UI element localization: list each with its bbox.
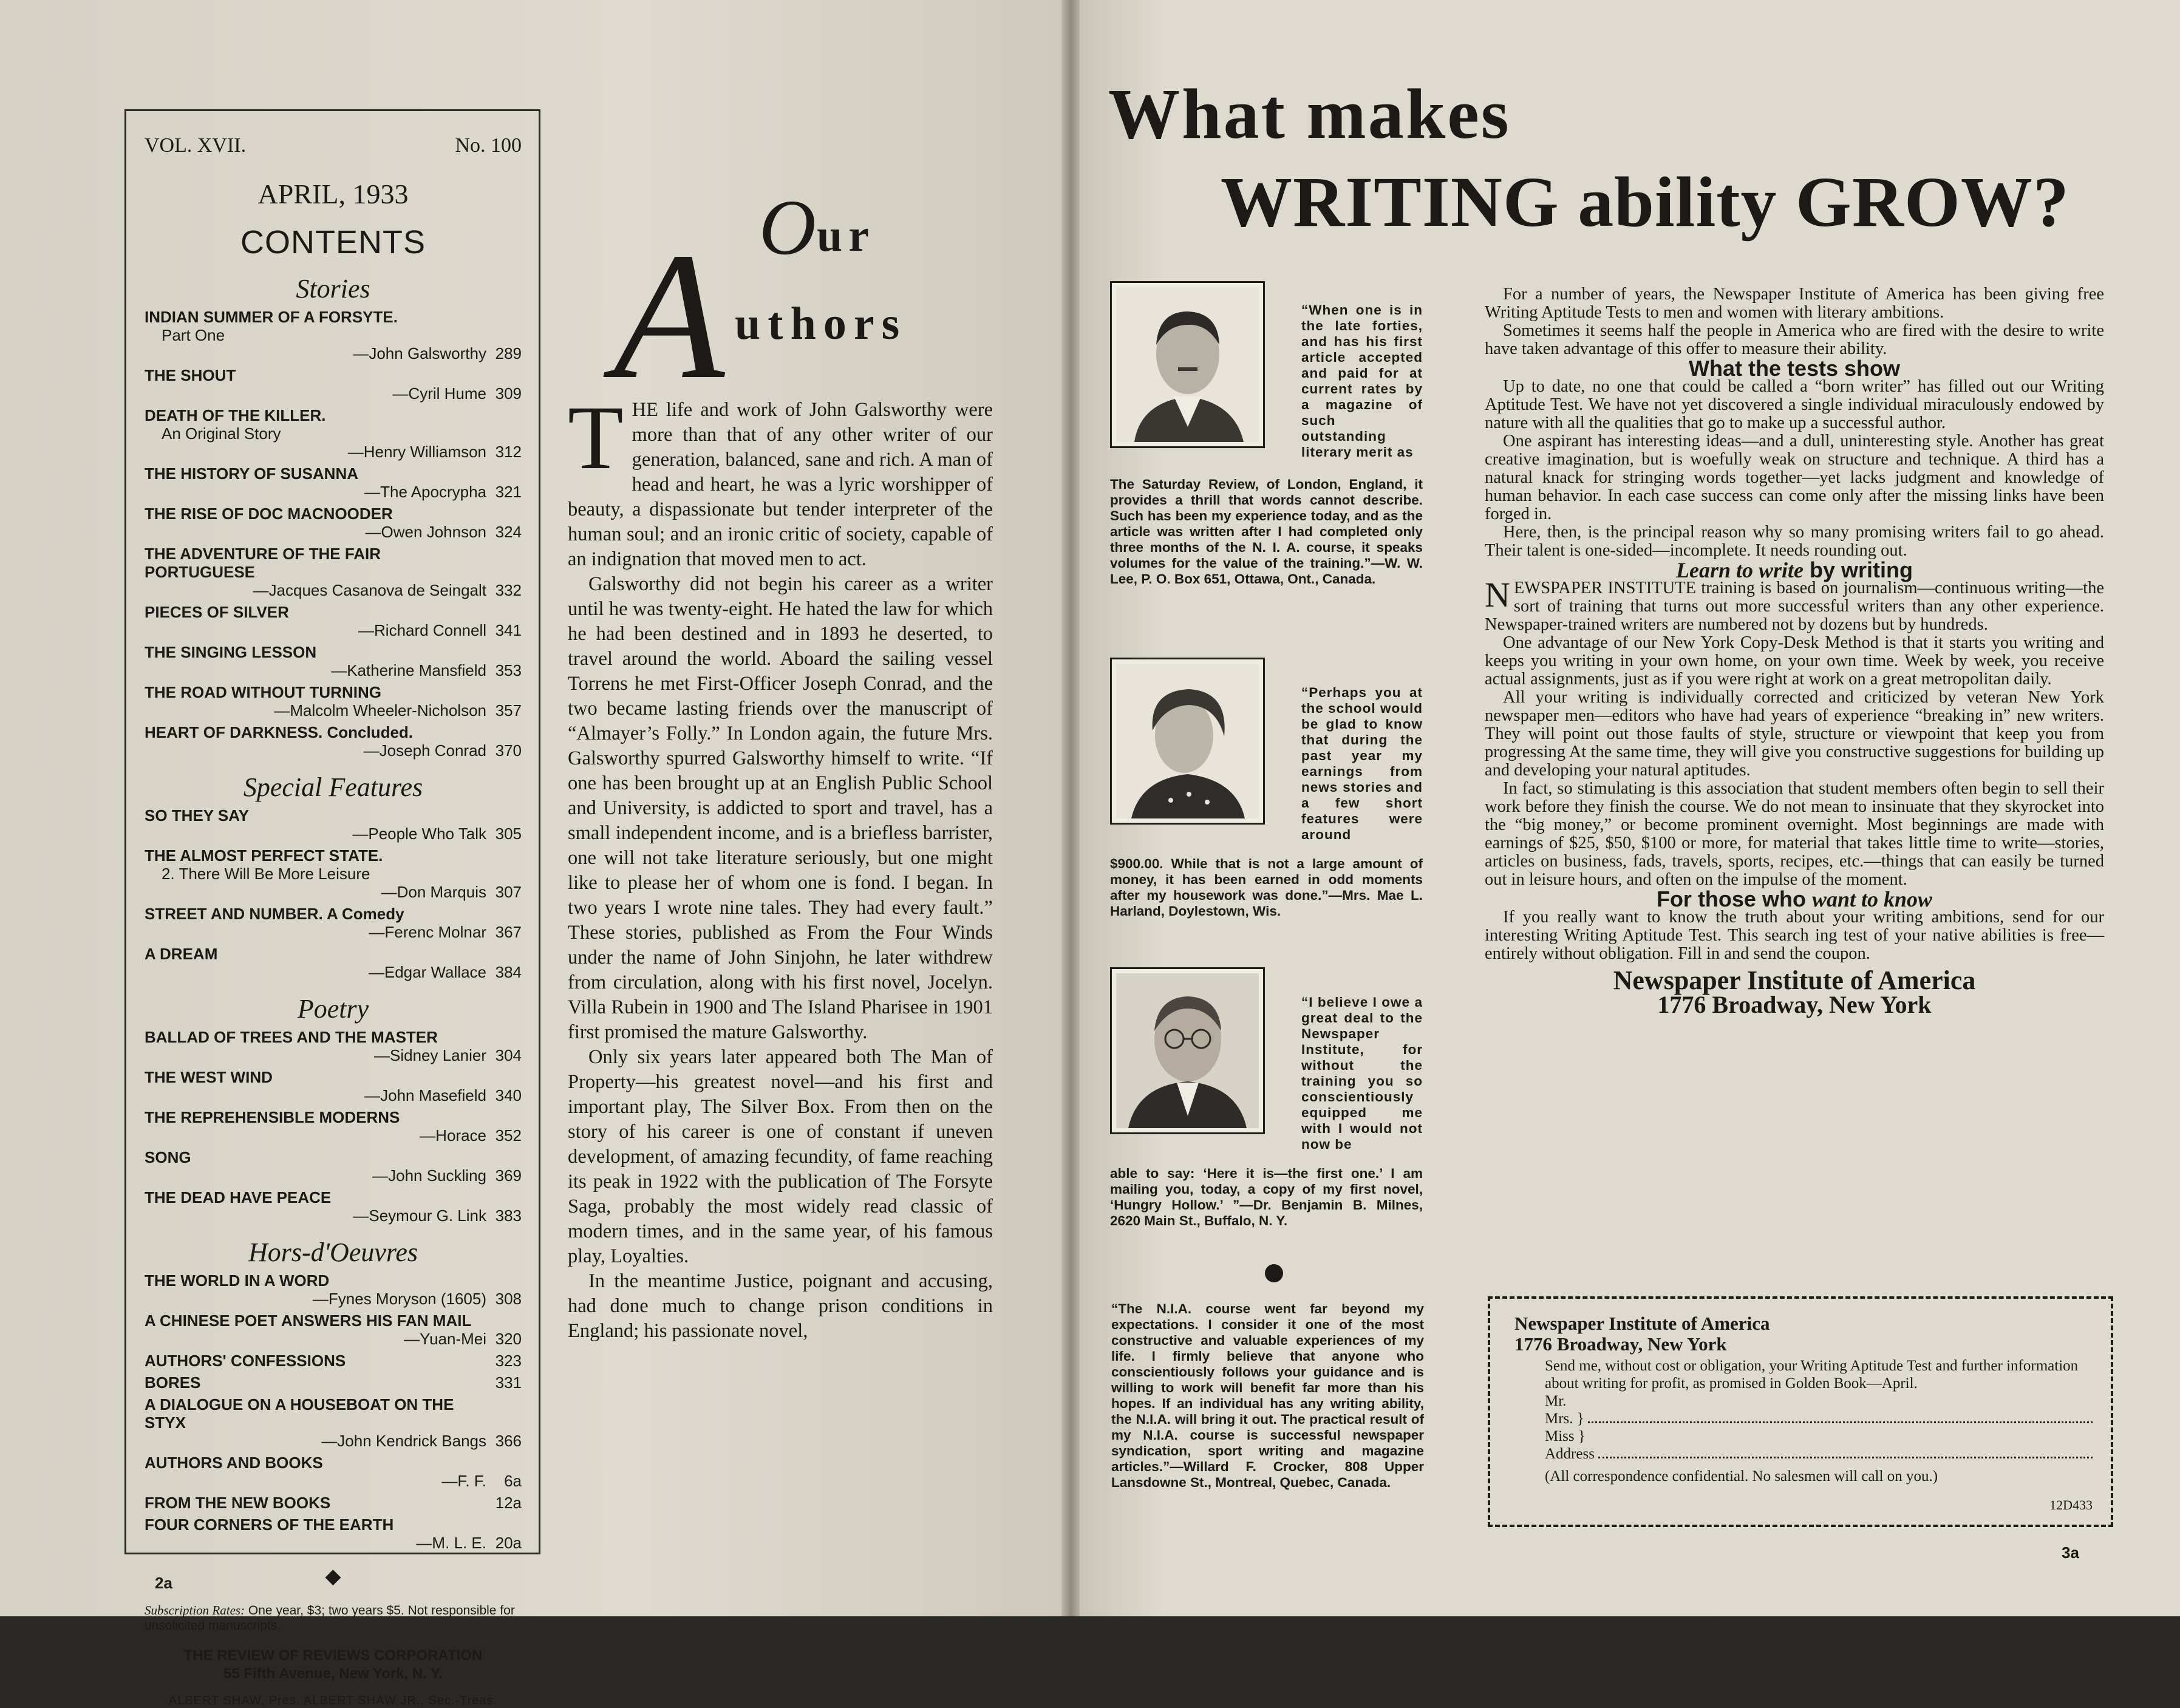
toc-section-heading: Stories (296, 274, 370, 304)
coupon-code: 12D433 (2049, 1497, 2093, 1512)
toc-entry-title: THE WORLD IN A WORD (145, 1271, 330, 1290)
toc-entry-page: 367 (495, 923, 522, 941)
toc-entry (145, 1516, 522, 1552)
learn-paragraph-3: All your writing is individually corrected and criticized by veteran New York newspaper men—editors who have had years of experience “breaking in” new writers. They will point out those faults of style, structure or viewpoint that keep you from progressing At the same time, they will give you constructive suggestions for building up and developing your natural aptitudes. (1485, 688, 2104, 780)
toc-entry-title: BALLAD OF TREES AND THE MASTER (145, 1028, 438, 1046)
name-line[interactable] (1588, 1410, 2093, 1423)
ad-main-column (1485, 285, 2104, 1018)
toc-entry (145, 406, 522, 461)
toc-entry-page: 305 (495, 825, 522, 843)
toc-entry-author: —Sidney Lanier (374, 1046, 486, 1064)
toc-entry-page: 312 (495, 443, 522, 461)
toc-entry-title: THE ROAD WITHOUT TURNING (145, 683, 381, 701)
testimonial-3-side: “I believe I owe a great deal to the Newspaper Institute, for without the training you so conscientiously equipped me with I would not now be (1301, 995, 1423, 1152)
toc-entry-author: —John Galsworthy (353, 344, 486, 362)
toc-entry-author: —John Masefield (364, 1086, 486, 1104)
toc-entry-title: THE ADVENTURE OF THE FAIR PORTUGUESE (145, 545, 381, 581)
toc-entry-title: THE REPREHENSIBLE MODERNS (145, 1108, 400, 1126)
learn-paragraph-1: NEWSPAPER INSTITUTE training is based on journalism—continuous writing—the sort of training that turns out more successful writers than any other experience. Newspaper-trained writers are numbered not by dozens but by hundreds. (1485, 575, 2104, 634)
toc-entry-subtitle: 2. There Will Be More Leisure (162, 865, 370, 883)
toc-entry-author: —People Who Talk (352, 825, 486, 843)
article-paragraph-3: Only six years later appeared both The Man of Property—his greatest novel—and his first and important play, The Silver Box. From then on the story of his career is one of constant if uneven development, of amazing fecundity, of fame reaching its peak in 1922 with the publication of The Forsyte Saga, probably the most widely read classic of modern times, and in the same year, of his famous play, Loyalties. (568, 1046, 993, 1267)
toc-entry-title: PIECES OF SILVER (145, 603, 289, 621)
toc-entry-title: THE RISE OF DOC MACNOODER (145, 505, 393, 523)
coupon-miss-field[interactable]: Miss } (1545, 1428, 1586, 1444)
toc-entry-author: —The Apocrypha (364, 483, 486, 501)
toc-sections (145, 273, 522, 1552)
toc-entry-page: 6a (504, 1472, 522, 1490)
article-paragraph-4: In the meantime Justice, poignant and accusing, had done much to change prison conditions in England; his passionate novel, (568, 1270, 993, 1342)
toc-entry-title: THE WEST WIND (145, 1068, 273, 1086)
toc-entry-page: 12a (495, 1494, 522, 1512)
address-line[interactable] (1598, 1445, 2093, 1458)
subscription-text: One year, $3; two years $5. Not responsible for unsolicited manuscripts. (145, 1604, 515, 1633)
toc-entry-author: —Don Marquis (381, 883, 486, 901)
toc-entry (145, 1352, 522, 1370)
toc-entry-title: A DREAM (145, 945, 218, 963)
toc-entry-page: 307 (495, 883, 522, 901)
toc-entry-title: FROM THE NEW BOOKS (145, 1494, 331, 1512)
coupon-name-field[interactable]: Mrs. } (1545, 1410, 2093, 1427)
toc-entry-page: 308 (495, 1290, 522, 1308)
man-portrait-icon (1116, 287, 1259, 442)
headline-line-2: WRITING ability GROW? (1221, 162, 2069, 242)
toc-entry (145, 1454, 522, 1490)
toc-entry-title: BORES (145, 1373, 201, 1392)
testimonial-2-side: “Perhaps you at the school would be glad to know that during the past year my earnings from news stories and a few short features were around (1301, 685, 1423, 842)
toc-entry-page: 321 (495, 483, 522, 501)
volume-label: VOL. XVII. (145, 134, 247, 157)
toc-entry (145, 545, 522, 599)
woman-portrait-icon (1116, 664, 1259, 818)
publisher-officers: ALBERT SHAW, Pres. ALBERT SHAW JR., Sec.-Treas. (168, 1694, 498, 1707)
toc-entry (145, 1148, 522, 1185)
toc-entry (145, 1271, 522, 1308)
tests-paragraph-2: One aspirant has interesting ideas—and a dull, uninteresting style. Another has great creative imagination, but is woefully weak on structure and technique. A third has a natural knack for stringing words together—yet lacks judgment and knowledge of human behavior. In each case success can come only after the missing links have been forged in. (1485, 432, 2104, 523)
portrait-photo-1 (1110, 281, 1265, 448)
toc-entry-page: 320 (495, 1330, 522, 1348)
toc-entry-page: 353 (495, 661, 522, 679)
heading-tests-show: What the tests show (1688, 356, 1901, 381)
page-number-left: 2a (155, 1574, 172, 1592)
toc-entry-page: 341 (495, 621, 522, 639)
toc-entry-author: —Katherine Mansfield (331, 661, 486, 679)
toc-entry (145, 308, 522, 362)
testimonial-2-text: $900.00. While that is not a large amount of money, it has been earned in odd moments after my housework was done.”—Mrs. Mae L. Harland, Doylestown, Wis. (1110, 856, 1423, 919)
toc-entry-title: THE HISTORY OF SUSANNA (145, 464, 359, 483)
toc-entry-title: SO THEY SAY (145, 806, 249, 825)
toc-entry-page: 370 (495, 741, 522, 760)
toc-entry-page: 289 (495, 344, 522, 362)
article-paragraph-2: Galsworthy did not begin his career as a writer until he was twenty-eight. He hated the law for which he had been destined and in 1893 he deserted, to travel around the world. Aboard the sailing vessel Torrens he met First-Officer Joseph Conrad, and the two became lasting friends over the manuscript of “Almayer’s Folly.” In London again, the future Mrs. Galsworthy spurred Galsworthy himself to write. “If one has been brought up at an English Public School and University, is addicted to sport and travel, has a small independent income, and is a briefless barrister, one will not take literature seriously, but one might like to please her of whom one is fond. I began. In two years I wrote nine tales. They had every fault.” These stories, published as From the Four Winds under the name of John Sinjohn, he later withdrew from circulation, along with his first novel, Jocelyn. Villa Rubein in 1900 and The Island Pharisee in 1901 first promised the mature Galsworthy. (568, 573, 993, 1043)
toc-entry-title: A CHINESE POET ANSWERS HIS FAN MAIL (145, 1312, 472, 1330)
toc-entry-author: —Richard Connell (358, 621, 486, 639)
org-name: Newspaper Institute of America (1613, 965, 1976, 995)
toc-entry (145, 1028, 522, 1064)
toc-entry-author: —Seymour G. Link (353, 1206, 486, 1225)
toc-entry-page: 357 (495, 701, 522, 720)
toc-entry-title: A DIALOGUE ON A HOUSEBOAT ON THE STYX (145, 1395, 454, 1432)
toc-entry-author: —Fynes Moryson (1605) (312, 1290, 486, 1308)
toc-entry-author: —M. L. E. (416, 1534, 486, 1552)
book-gutter (1061, 0, 1080, 1616)
page-number-right: 3a (2062, 1543, 2079, 1562)
intro-paragraph-2: Sometimes it seems half the people in America who are fired with the desire to write have taken advantage of this offer to measure their ability. (1485, 321, 2104, 358)
learn-initial: N (1485, 575, 1510, 614)
coupon-footer: (All correspondence confidential. No salesmen will call on you.) (1545, 1468, 1938, 1485)
toc-entry-author: —John Kendrick Bangs (321, 1432, 486, 1450)
toc-entry-page: 20a (495, 1534, 522, 1552)
learn-paragraph-4: In fact, so stimulating is this association that student members often begin to sell their work before they finish the course. We do not mean to insinuate that they skyrocket into the “big money,” or become prominent overnight. Most beginnings are made with earnings of $25, $50, $100 or more, for material that takes little time to write—stories, articles on business, fads, travels, sports, recipes, etc.—things that can easily be turned out in leisure hours, and often on the impulse of the moment. (1485, 779, 2104, 889)
heading-big-o: O (759, 184, 816, 271)
issue-date: APRIL, 1933 (257, 179, 409, 209)
heading-learn-to-write: Learn to write by writing (1675, 557, 1913, 582)
toc-entry (145, 945, 522, 981)
coupon-org-name: Newspaper Institute of America (1514, 1313, 1770, 1334)
toc-entry-title: THE DEAD HAVE PEACE (145, 1188, 332, 1206)
coupon-mr-field[interactable]: Mr. (1545, 1393, 1567, 1409)
toc-entry-title: STREET AND NUMBER. A Comedy (145, 905, 404, 923)
toc-entry-page: 383 (495, 1206, 522, 1225)
toc-entry (145, 846, 522, 901)
toc-entry-author: —John Suckling (372, 1166, 486, 1185)
publisher-address: 55 Fifth Avenue, New York, N. Y. (223, 1665, 443, 1682)
toc-section-heading: Hors-d'Oeuvres (248, 1237, 418, 1267)
toc-entry-title: AUTHORS AND BOOKS (145, 1454, 323, 1472)
toc-entry (145, 806, 522, 843)
toc-entry (145, 1312, 522, 1348)
toc-entry (145, 1188, 522, 1225)
toc-entry-title: HEART OF DARKNESS. Concluded. (145, 723, 414, 741)
toc-entry-author: —Owen Johnson (365, 523, 486, 541)
our-authors-heading (613, 176, 1002, 417)
tests-paragraph-3: Here, then, is the principal reason why so many promising writers fail to go ahead. Their talent is one-sided—incomplete. It needs rounding out. (1485, 523, 2104, 560)
toc-entry (145, 1373, 522, 1392)
toc-section-heading: Special Features (243, 772, 423, 802)
toc-entry-author: —Ferenc Molnar (369, 923, 486, 941)
toc-entry-page: 304 (495, 1046, 522, 1064)
drop-cap: T (568, 387, 624, 488)
publisher-name: THE REVIEW OF REVIEWS CORPORATION (183, 1647, 483, 1664)
toc-entry (145, 505, 522, 541)
contents-title: CONTENTS (240, 224, 426, 260)
heading-big-a: A (613, 215, 725, 417)
portrait-photo-3 (1110, 967, 1265, 1134)
toc-entry-title: THE ALMOST PERFECT STATE. (145, 846, 383, 865)
toc-entry-author: —Henry Williamson (347, 443, 486, 461)
toc-entry (145, 1395, 522, 1450)
toc-entry-author: —Cyril Hume (392, 384, 486, 403)
toc-entry-page: 352 (495, 1126, 522, 1145)
testimonial-1-text: The Saturday Review, of London, England, it provides a thrill that words cannot describe. Such has been my experience today, and as the article was written after I had completed only three months of the N. I. A. course, it speaks volumes for the value of the training.”—W. W. Lee, P. O. Box 651, Ottawa, Ont., Canada. (1110, 477, 1423, 587)
learn-paragraph-2: One advantage of our New York Copy-Desk Method is that it starts you writing and keeps you writing in your own home, on your own time. Week by week, you receive actual assignments, just as if you were right at work on a great metropolitan daily. (1485, 633, 2104, 689)
toc-entry-page: 366 (495, 1432, 522, 1450)
diamond-ornament: ◆ (325, 1565, 341, 1588)
toc-entry-title: SONG (145, 1148, 191, 1166)
toc-entry (145, 366, 522, 403)
toc-entry (145, 643, 522, 679)
toc-entry-title: AUTHORS' CONFESSIONS (145, 1352, 346, 1370)
toc-entry (145, 464, 522, 501)
coupon-address-field[interactable]: Address (1545, 1445, 2093, 1463)
toc-entry-title: INDIAN SUMMER OF A FORSYTE. (145, 308, 398, 326)
coupon-org-address: 1776 Broadway, New York (1514, 1333, 1727, 1355)
toc-entry-author: —Edgar Wallace (368, 963, 486, 981)
portrait-photo-2 (1110, 658, 1265, 825)
those-paragraph: If you really want to know the truth about your writing ambitions, send for our interesting Writing Aptitude Test. This search ing test of your native abilities is free—entirely without obligation. Fill in and send the coupon. (1485, 908, 2104, 963)
authors-article (568, 387, 993, 1344)
toc-entry-page: 340 (495, 1086, 522, 1104)
toc-entry-page: 332 (495, 581, 522, 599)
toc-entry-author: —Yuan-Mei (404, 1330, 486, 1348)
toc-entry (145, 683, 522, 720)
toc-entry (145, 723, 522, 760)
toc-entry-author: —Horace (420, 1126, 486, 1145)
tests-paragraph-1: Up to date, no one that could be called a “born writer” has filled out our Writing Aptitude Test. We have not yet discovered a single individual miraculously endowed by nature with all the qualities that go to make up a successful author. (1485, 377, 2104, 432)
heading-for-those: For those who want to know (1656, 886, 1933, 911)
toc-entry (145, 905, 522, 941)
toc-entry-author: —F. F. (441, 1472, 486, 1490)
headline-line-1: What makes (1108, 74, 1511, 154)
subscription-note (145, 1603, 522, 1633)
toc-entry-subtitle: Part One (162, 326, 225, 344)
toc-entry-page: 384 (495, 963, 522, 981)
toc-entry-subtitle: An Original Story (162, 424, 281, 443)
mail-in-coupon[interactable] (1488, 1296, 2113, 1527)
subscription-label: Subscription Rates: (145, 1603, 245, 1618)
toc-entry-title: THE SINGING LESSON (145, 643, 317, 661)
toc-entry-page: 323 (495, 1352, 522, 1370)
toc-entry-title: FOUR CORNERS OF THE EARTH (145, 1516, 394, 1534)
toc-entry-title: THE SHOUT (145, 366, 236, 384)
testimonial-3-text: able to say: ‘Here it is—the first one.’ I am mailing you, today, a copy of my first novel, ‘Hungry Hollow.’ ”—Dr. Benjamin B. Milnes, 2620 Main St., Buffalo, N. Y. (1110, 1166, 1423, 1228)
heading-ur: ur (817, 210, 875, 261)
article-paragraph-1: THE life and work of John Galsworthy were more than that of any other writer of our generation, balanced, sane and rich. A man of head and heart, he was a lyric worshipper of beauty, a dispassionate but tender interpreter of the human soul; and an ironic critic of society, capable of an indignation that moved men to act. (568, 387, 993, 570)
bullet-dot (1265, 1264, 1283, 1282)
toc-section-heading: Poetry (297, 994, 369, 1024)
table-of-contents (124, 109, 540, 1707)
toc-entry-author: —Joseph Conrad (363, 741, 486, 760)
toc-entry-page: 331 (495, 1373, 522, 1392)
toc-entry-page: 369 (495, 1166, 522, 1185)
toc-entry-title: DEATH OF THE KILLER. (145, 406, 326, 424)
toc-entry (145, 1108, 522, 1145)
toc-entry-author: —Malcolm Wheeler-Nicholson (274, 701, 486, 720)
testimonial-4-text: “The N.I.A. course went far beyond my expectations. I consider it one of the most constructive and valuable experiences of my life. I firmly believe that anyone who conscientiously follows your guidance and is willing to work will benefit far more than his hopes. If an individual has any writing ability, the N.I.A. will bring it out. The practical result of my N.I.A. course is successful newspaper syndication, sport writing and magazine articles.”—Willard F. Crocker, 808 Upper Lansdowne St., Montreal, Quebec, Canada. (1111, 1301, 1424, 1490)
heading-uthors: uthors (735, 298, 907, 349)
toc-entry (145, 603, 522, 639)
toc-entry-page: 324 (495, 523, 522, 541)
toc-entry (145, 1494, 522, 1512)
toc-entry-author: —Jacques Casanova de Seingalt (253, 581, 486, 599)
org-address: 1776 Broadway, New York (1657, 991, 1932, 1018)
coupon-text: Send me, without cost or obligation, your Writing Aptitude Test and further information about writing for profit, as promised in Golden Book—April. (1545, 1358, 2079, 1392)
intro-paragraph-1: For a number of years, the Newspaper Institute of America has been giving free Writing Aptitude Tests to men and women with literary ambitions. (1485, 285, 2104, 322)
issue-number: No. 100 (455, 134, 522, 157)
testimonial-1-side: “When one is in the late forties, and has his first article accepted and paid for at current rates by a magazine of such outstanding literary merit as (1301, 302, 1423, 460)
man-glasses-portrait-icon (1116, 973, 1259, 1128)
toc-entry-page: 309 (495, 384, 522, 403)
toc-entry (145, 1068, 522, 1104)
